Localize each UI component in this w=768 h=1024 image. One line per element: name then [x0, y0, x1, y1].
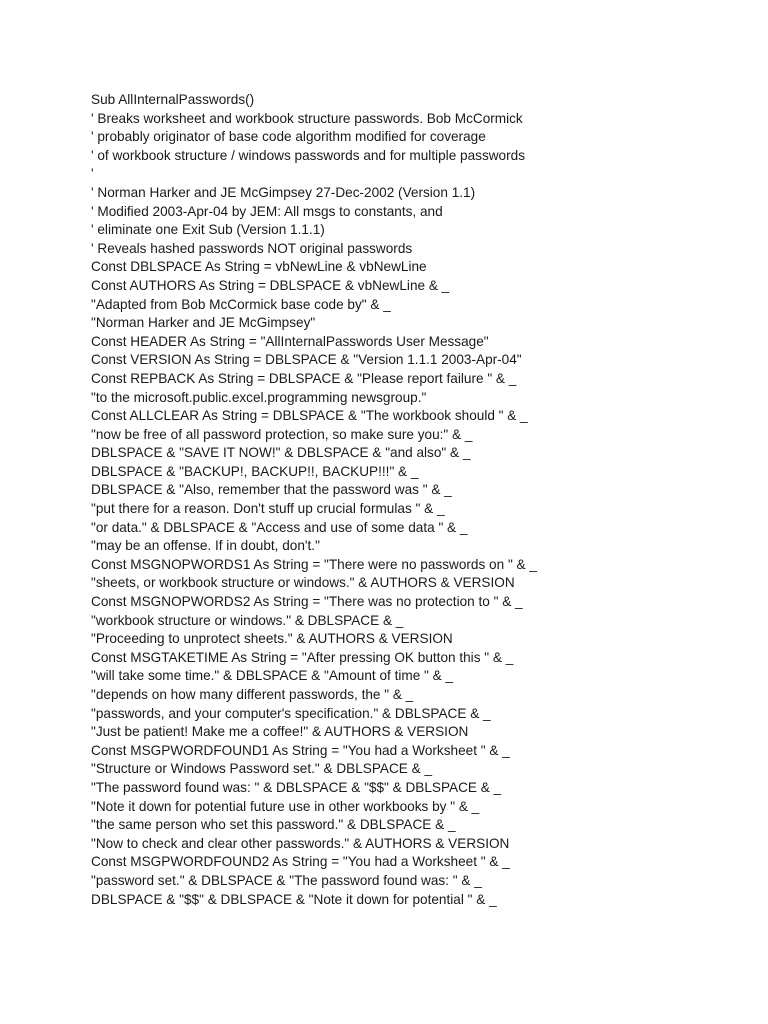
code-line: "password set." & DBLSPACE & "The password found was: " & _ [91, 872, 482, 888]
code-line: "Adapted from Bob McCormick base code by" & _ [91, 296, 391, 312]
code-line: "or data." & DBLSPACE & "Access and use of some data " & _ [91, 519, 468, 535]
code-line: "workbook structure or windows." & DBLSPACE & _ [91, 612, 404, 628]
code-line: Const REPBACK As String = DBLSPACE & "Please report failure " & _ [91, 370, 517, 386]
code-line: ' Norman Harker and JE McGimpsey 27-Dec-2002 (Version 1.1) [91, 184, 476, 200]
code-line: "Now to check and clear other passwords." & AUTHORS & VERSION [91, 835, 510, 851]
code-line: ' [91, 166, 94, 182]
code-line: "sheets, or workbook structure or windows." & AUTHORS & VERSION [91, 575, 515, 591]
code-line: Const MSGNOPWORDS2 As String = "There was no protection to " & _ [91, 594, 523, 610]
code-line: Const MSGNOPWORDS1 As String = "There were no passwords on " & _ [91, 556, 537, 572]
code-line: ' eliminate one Exit Sub (Version 1.1.1) [91, 222, 325, 238]
code-line: DBLSPACE & "BACKUP!, BACKUP!!, BACKUP!!!" & _ [91, 463, 419, 479]
code-line: "passwords, and your computer's specification." & DBLSPACE & _ [91, 705, 491, 721]
code-line: Sub AllInternalPasswords() [91, 92, 255, 107]
code-line: "will take some time." & DBLSPACE & "Amount of time " & _ [91, 668, 454, 684]
code-line: "to the microsoft.public.excel.programming newsgroup." [91, 389, 427, 405]
code-line: Const AUTHORS As String = DBLSPACE & vbNewLine & _ [91, 277, 450, 293]
code-listing [91, 91, 751, 909]
code-line: Const VERSION As String = DBLSPACE & "Version 1.1.1 2003-Apr-04" [91, 352, 522, 368]
code-line: Const HEADER As String = "AllInternalPasswords User Message" [91, 333, 489, 349]
code-line: ' Breaks worksheet and workbook structure passwords. Bob McCormick [91, 110, 523, 126]
code-line: DBLSPACE & "SAVE IT NOW!" & DBLSPACE & "and also" & _ [91, 445, 471, 461]
code-line: ' Reveals hashed passwords NOT original passwords [91, 240, 413, 256]
code-line: "may be an offense. If in doubt, don't." [91, 538, 320, 554]
code-line: Const DBLSPACE As String = vbNewLine & vbNewLine [91, 259, 427, 275]
code-line: "depends on how many different passwords, the " & _ [91, 687, 414, 702]
code-line: Const ALLCLEAR As String = DBLSPACE & "The workbook should " & _ [91, 408, 528, 424]
code-line: "the same person who set this password." & DBLSPACE & _ [91, 817, 456, 833]
code-line: "put there for a reason. Don't stuff up crucial formulas " & _ [91, 501, 445, 517]
code-line: "The password found was: " & DBLSPACE & "$$" & DBLSPACE & _ [91, 779, 502, 795]
code-line: "Norman Harker and JE McGimpsey" [91, 315, 316, 331]
code-line: DBLSPACE & "Also, remember that the password was " & _ [91, 482, 452, 498]
code-line: ' probably originator of base code algorithm modified for coverage [91, 129, 486, 145]
code-line: Const MSGTAKETIME As String = "After pressing OK button this " & _ [91, 649, 514, 665]
code-line: ' Modified 2003-Apr-04 by JEM: All msgs to constants, and [91, 203, 443, 219]
code-line: Const MSGPWORDFOUND2 As String = "You had a Worksheet " & _ [91, 854, 510, 870]
code-line: "now be free of all password protection, so make sure you:" & _ [91, 426, 473, 442]
code-line: "Structure or Windows Password set." & DBLSPACE & _ [91, 761, 433, 777]
code-line: DBLSPACE & "$$" & DBLSPACE & "Note it down for potential " & _ [91, 891, 497, 907]
code-line: ' of workbook structure / windows passwords and for multiple passwords [91, 147, 526, 163]
code-line: Const MSGPWORDFOUND1 As String = "You had a Worksheet " & _ [91, 742, 510, 758]
code-line: "Note it down for potential future use in other workbooks by " & _ [91, 798, 480, 814]
code-line: "Just be patient! Make me a coffee!" & AUTHORS & VERSION [91, 724, 469, 740]
code-line: "Proceeding to unprotect sheets." & AUTHORS & VERSION [91, 631, 453, 647]
